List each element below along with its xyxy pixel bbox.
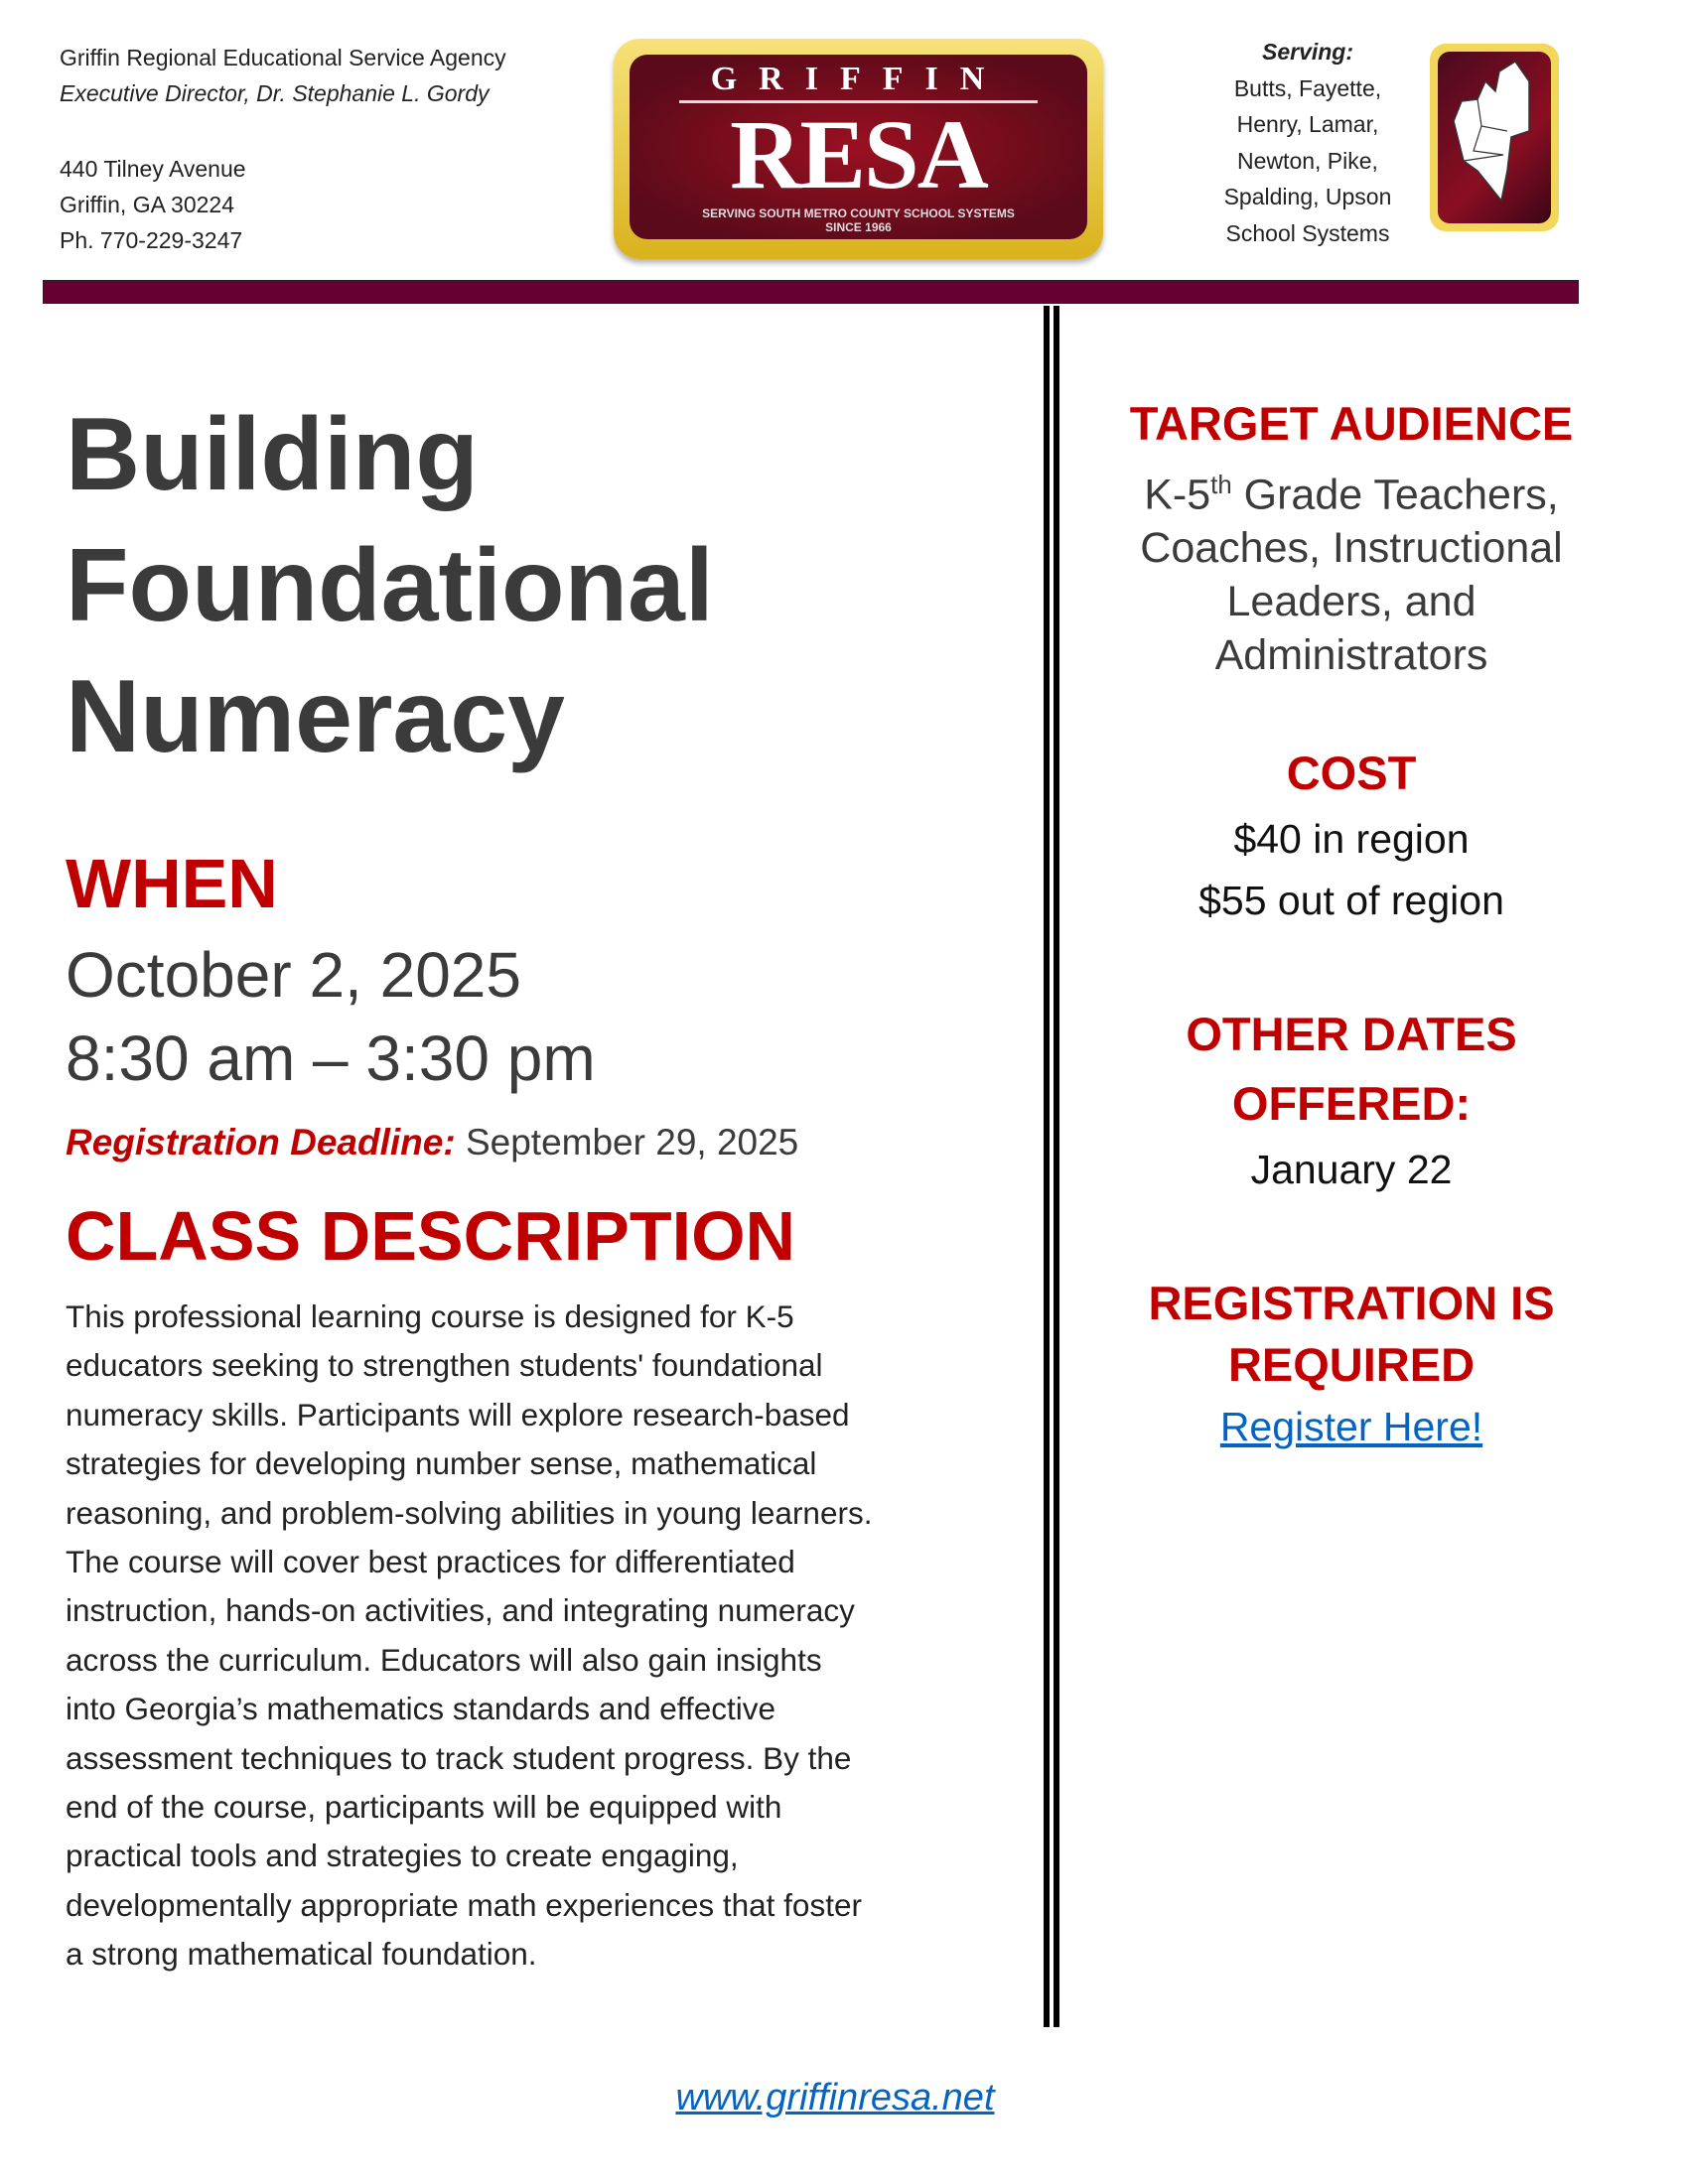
audience-line: Coaches, Instructional: [1140, 524, 1563, 573]
register-here-link[interactable]: Register Here!: [1219, 1404, 1483, 1449]
title-line: Numeracy: [66, 659, 565, 774]
audience-line: Administrators: [1214, 631, 1488, 680]
agency-name: Griffin Regional Educational Service Agency: [60, 45, 506, 70]
description-line: across the curriculum. Educators will also gain insights: [66, 1641, 822, 1678]
description-line: numeracy skills. Participants will explore research-based: [66, 1396, 850, 1433]
column-divider-line: [1054, 306, 1059, 2027]
audience-grade: K-5: [1144, 471, 1211, 519]
deadline-label: Registration Deadline:: [66, 1122, 456, 1162]
description-line: into Georgia’s mathematics standards and effective: [66, 1691, 775, 1727]
serving-line: School Systems: [1225, 219, 1390, 246]
description-line: reasoning, and problem-solving abilities in young learners.: [66, 1494, 873, 1531]
class-description-heading: CLASS DESCRIPTION: [66, 1197, 796, 1275]
course-title: [66, 389, 714, 782]
title-line: Foundational: [66, 528, 714, 643]
registration-deadline: [66, 1122, 798, 1163]
county-map-icon: [1438, 52, 1551, 223]
audience-line: [1082, 459, 1620, 521]
logo-since: SINCE 1966: [825, 220, 892, 234]
description-line: educators seeking to strengthen students' foundational: [66, 1347, 823, 1384]
description-line: The course will cover best practices for differentiated: [66, 1544, 795, 1580]
target-audience-heading: TARGET AUDIENCE: [1129, 397, 1574, 450]
cost-heading: COST: [1286, 747, 1417, 799]
logo-subtitle: SERVING SOUTH METRO COUNTY SCHOOL SYSTEMS: [702, 206, 1015, 220]
registration-section: [1082, 1273, 1620, 1457]
cost-out-region: $55 out of region: [1198, 878, 1504, 923]
other-dates-heading-2: OFFERED:: [1231, 1077, 1472, 1130]
audience-rest: Grade Teachers,: [1231, 471, 1559, 519]
description-line: assessment techniques to track student progress. By the: [66, 1739, 852, 1776]
serving-line: Spalding, Upson: [1223, 184, 1392, 209]
deadline-value: September 29, 2025: [465, 1122, 799, 1162]
griffin-resa-logo: [614, 39, 1103, 259]
agency-info: [60, 40, 506, 258]
event-time: 8:30 am – 3:30 pm: [66, 1023, 596, 1094]
description-line: strategies for developing number sense, mathematical: [66, 1445, 817, 1482]
description-line: This professional learning course is designed for K-5: [66, 1298, 794, 1334]
other-date: January 22: [1250, 1147, 1453, 1192]
serving-block: [1208, 34, 1407, 251]
when-heading: WHEN: [66, 845, 278, 922]
website-link[interactable]: www.griffinresa.net: [675, 2077, 995, 2118]
other-dates-section: [1082, 1000, 1620, 1200]
logo-griffin-text: GRIFFIN: [710, 61, 1007, 97]
description-line: a strong mathematical foundation.: [66, 1936, 537, 1973]
description-line: practical tools and strategies to create engaging,: [66, 1838, 739, 1874]
other-dates-heading: OTHER DATES: [1186, 1008, 1517, 1060]
audience-line: Leaders, and: [1226, 578, 1477, 626]
target-audience-section: [1082, 389, 1620, 682]
address-line-2: Griffin, GA 30224: [60, 192, 235, 217]
serving-label: Serving:: [1261, 39, 1354, 65]
serving-line: Henry, Lamar,: [1236, 111, 1379, 137]
description-line: instruction, hands-on activities, and integrating numeracy: [66, 1592, 855, 1629]
column-divider-line: [1044, 306, 1050, 2027]
registration-heading-2: REQUIRED: [1227, 1338, 1476, 1391]
event-datetime: [66, 933, 596, 1100]
cost-in-region: $40 in region: [1233, 816, 1470, 862]
registration-heading: REGISTRATION IS: [1148, 1277, 1555, 1329]
serving-line: Butts, Fayette,: [1233, 74, 1382, 101]
class-description: [66, 1293, 872, 1979]
phone: Ph. 770-229-3247: [60, 227, 243, 253]
audience-sup: th: [1210, 472, 1232, 499]
title-line: Building: [66, 397, 479, 512]
region-map-icon: [1430, 44, 1559, 231]
address-line-1: 440 Tilney Avenue: [60, 156, 246, 182]
cost-section: [1082, 739, 1620, 931]
description-line: developmentally appropriate math experiences that foster: [66, 1886, 862, 1923]
header-divider-bar: [43, 280, 1579, 304]
director: Executive Director, Dr. Stephanie L. Gordy: [60, 80, 490, 106]
event-date: October 2, 2025: [66, 939, 521, 1011]
description-line: end of the course, participants will be equipped with: [66, 1789, 782, 1826]
serving-line: Newton, Pike,: [1237, 147, 1378, 174]
logo-resa-text: RESA: [730, 103, 987, 206]
